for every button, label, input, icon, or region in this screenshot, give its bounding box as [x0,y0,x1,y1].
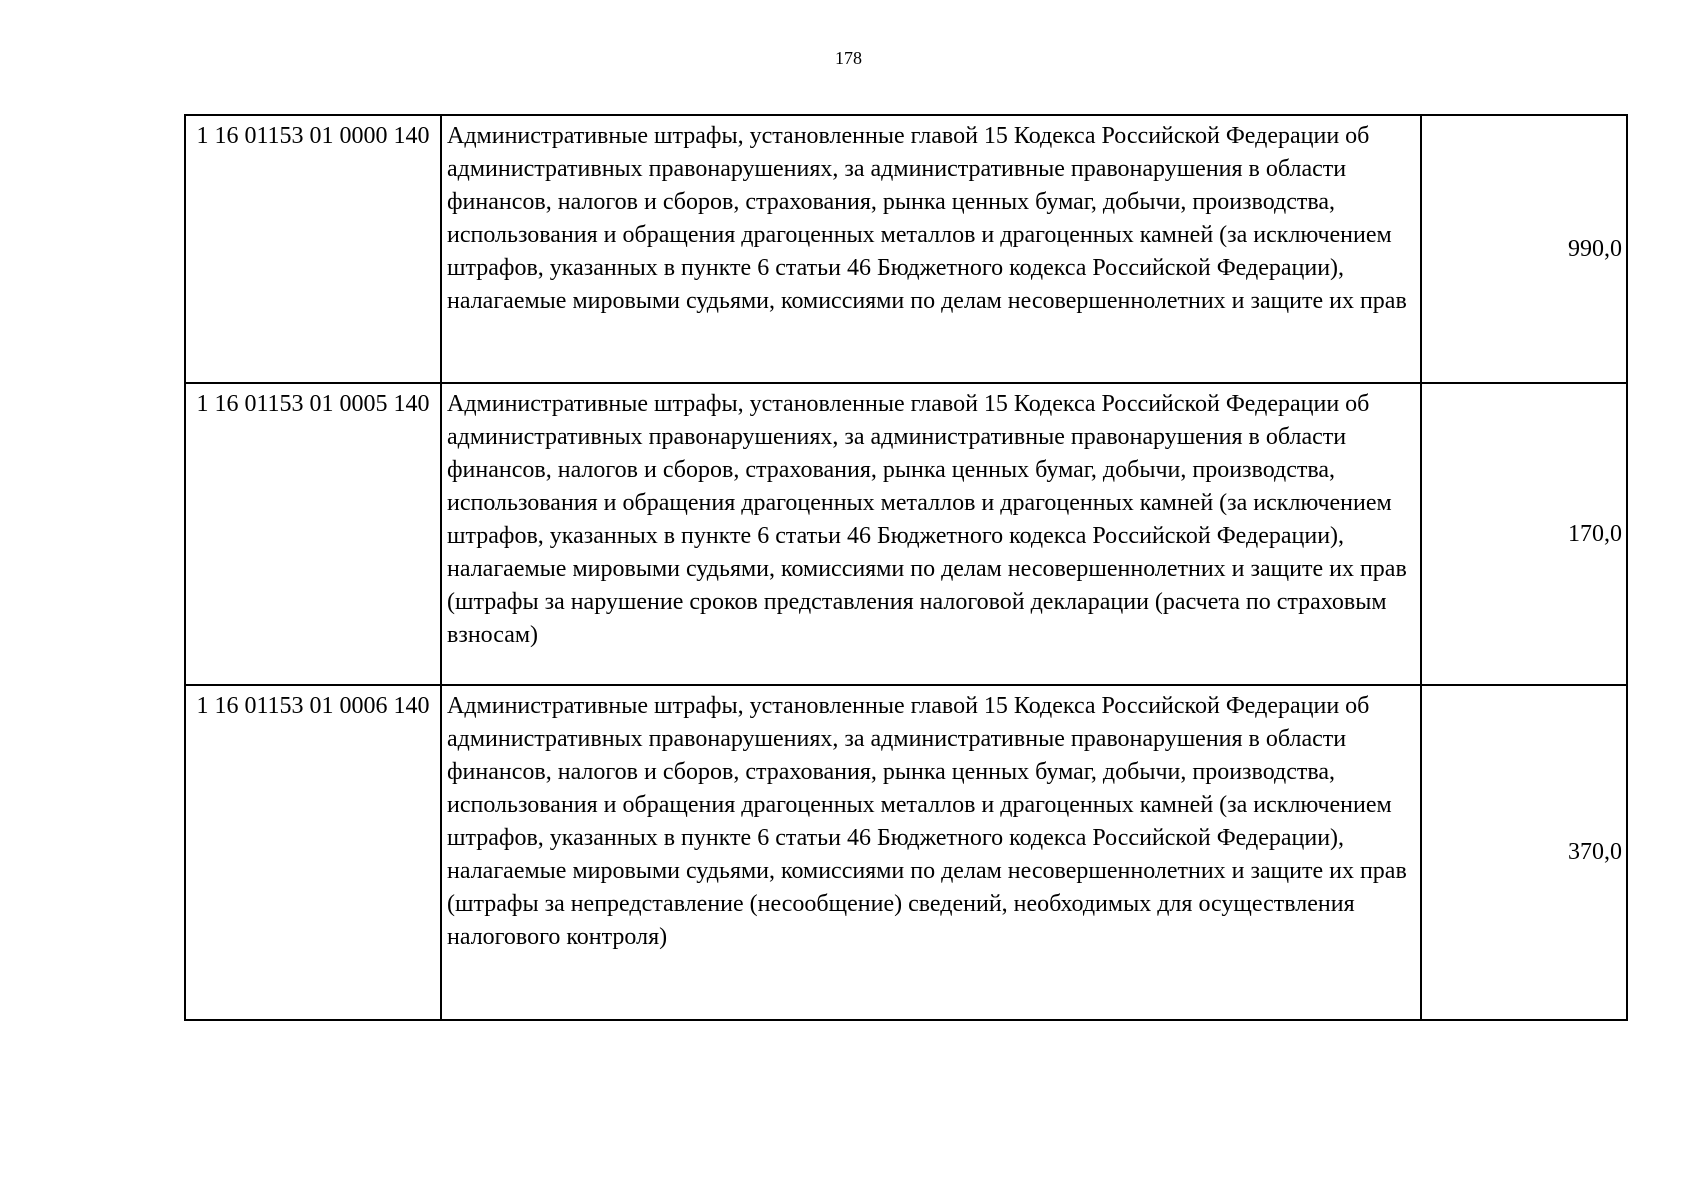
description-cell: Административные штрафы, установленные главой 15 Кодекса Российской Федерации об административных правонарушениях, за административные правонарушения в области финансов, налогов и сборов, страхования, рынка ценных бумаг, добычи, производства, использования и обращения драгоценных металлов и драгоценных камней (за исключением штрафов, указанных в пункте 6 статьи 46 Бюджетного кодекса Российской Федерации), налагаемые мировыми судьями, комиссиями по делам несовершеннолетних и защите их прав (штрафы за непредставление (несообщение) сведений, необходимых для осуществления налогового контроля) [441,685,1421,1020]
amount-cell: 370,0 [1421,685,1627,1020]
budget-code-cell: 1 16 01153 01 0000 140 [185,115,441,383]
page-number: 178 [835,48,862,68]
amount-cell: 990,0 [1421,115,1627,383]
revenue-table [184,114,1628,1021]
table-row [185,115,1627,383]
table-row [185,383,1627,685]
table-row [185,685,1627,1020]
amount-cell: 170,0 [1421,383,1627,685]
description-cell: Административные штрафы, установленные главой 15 Кодекса Российской Федерации об административных правонарушениях, за административные правонарушения в области финансов, налогов и сборов, страхования, рынка ценных бумаг, добычи, производства, использования и обращения драгоценных металлов и драгоценных камней (за исключением штрафов, указанных в пункте 6 статьи 46 Бюджетного кодекса Российской Федерации), налагаемые мировыми судьями, комиссиями по делам несовершеннолетних и защите их прав [441,115,1421,383]
description-cell: Административные штрафы, установленные главой 15 Кодекса Российской Федерации об административных правонарушениях, за административные правонарушения в области финансов, налогов и сборов, страхования, рынка ценных бумаг, добычи, производства, использования и обращения драгоценных металлов и драгоценных камней (за исключением штрафов, указанных в пункте 6 статьи 46 Бюджетного кодекса Российской Федерации), налагаемые мировыми судьями, комиссиями по делам несовершеннолетних и защите их прав (штрафы за нарушение сроков представления налоговой декларации (расчета по страховым взносам) [441,383,1421,685]
budget-code-cell: 1 16 01153 01 0005 140 [185,383,441,685]
budget-code-cell: 1 16 01153 01 0006 140 [185,685,441,1020]
